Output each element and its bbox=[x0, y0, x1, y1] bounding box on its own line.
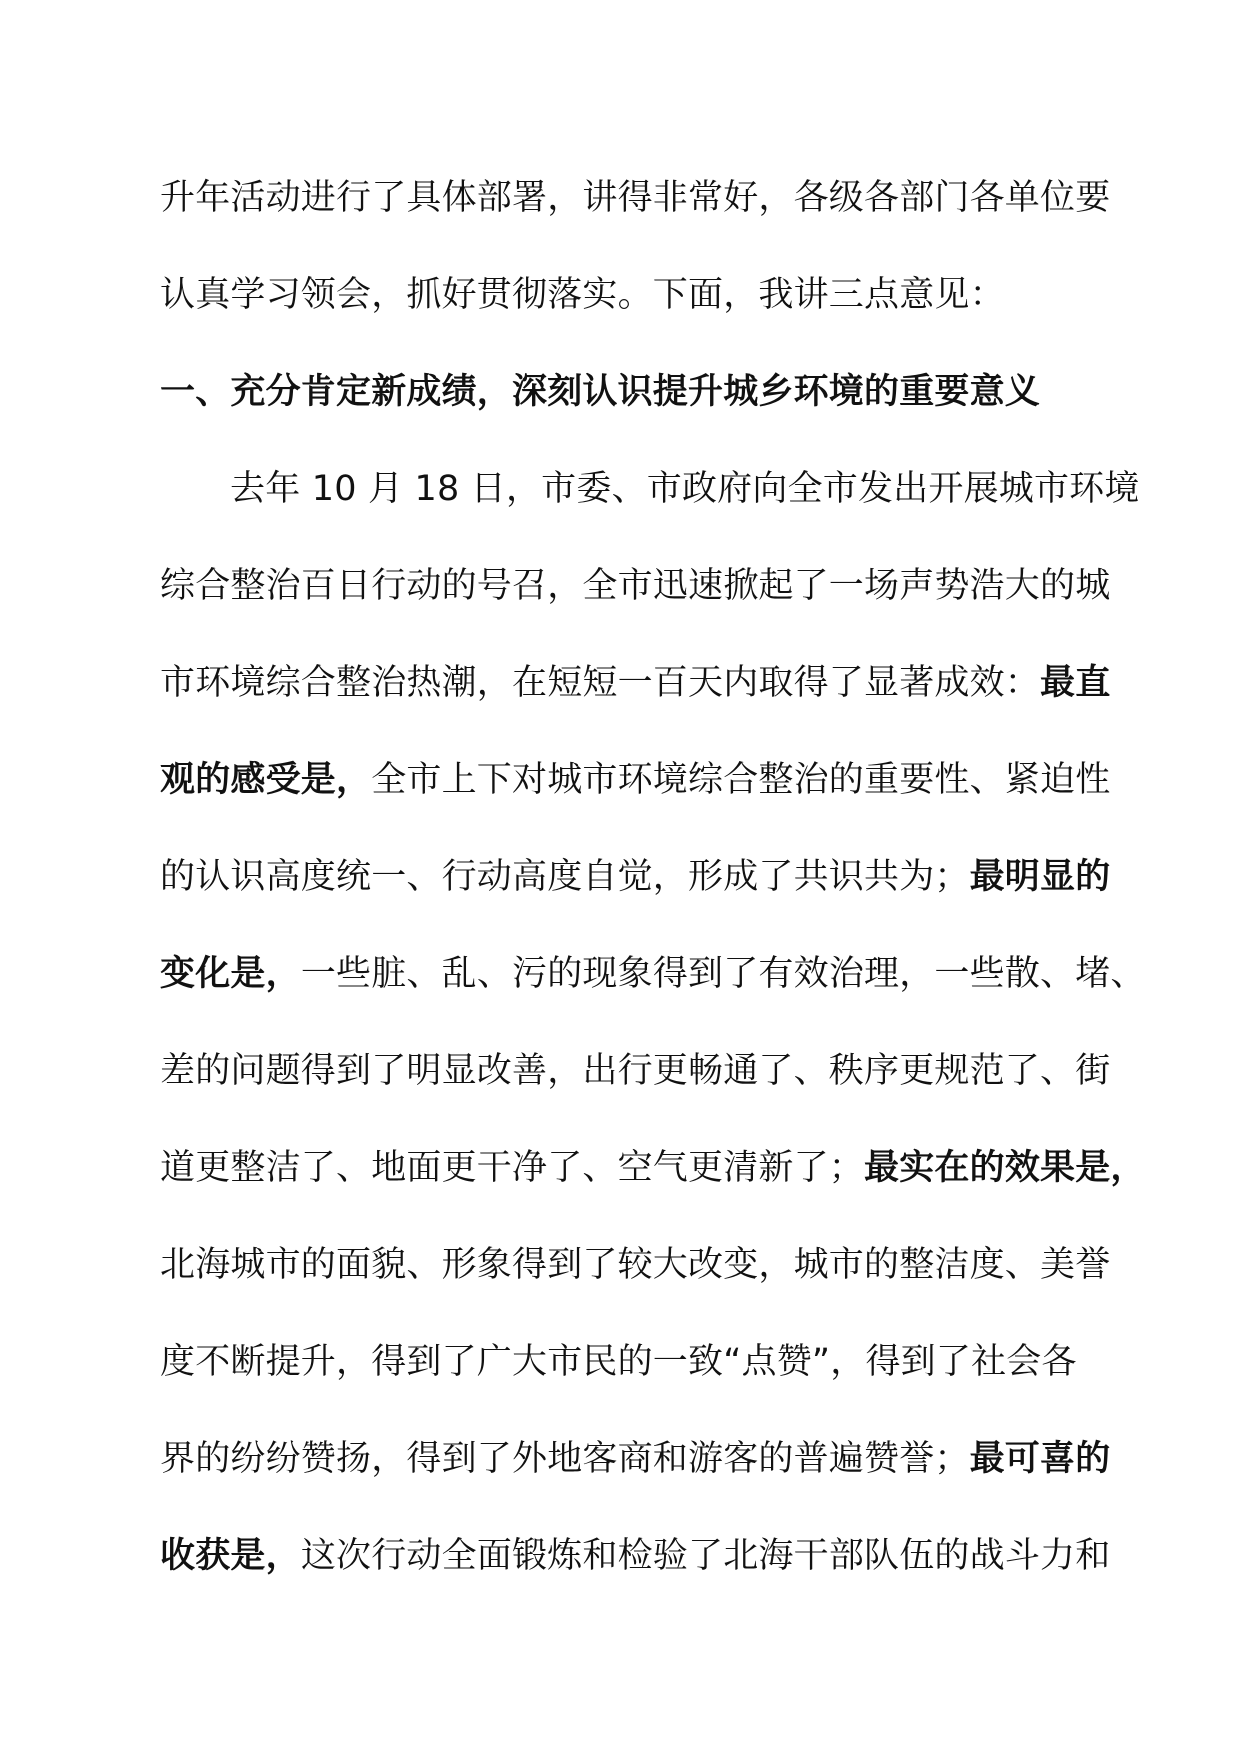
paragraph-line bbox=[160, 538, 1111, 635]
paragraph-line bbox=[160, 635, 1111, 732]
line-text: 一些脏、乱、污的现象得到了有效治理，一些散、堵、 bbox=[300, 954, 1146, 994]
bold-text: 收获是， bbox=[160, 1536, 301, 1576]
paragraph-line bbox=[160, 926, 1146, 1023]
paragraph-line bbox=[160, 1411, 1111, 1508]
section-heading bbox=[160, 344, 1100, 441]
bold-text: 最直 bbox=[1040, 663, 1111, 703]
paragraph-line bbox=[160, 441, 1140, 538]
bold-text: 观的感受是， bbox=[160, 760, 372, 800]
line-text: 认真学习领会，抓好贯彻落实。下面，我讲三点意见： bbox=[160, 275, 1005, 315]
bold-text: 最实在的效果是， bbox=[864, 1148, 1146, 1188]
bold-text: 最明显的 bbox=[969, 857, 1111, 897]
line-text: 综合整治百日行动的号召，全市迅速掀起了一场声势浩大的城 bbox=[160, 566, 1111, 606]
bold-text: 变化是， bbox=[160, 954, 301, 994]
paragraph-line bbox=[160, 1023, 1111, 1120]
paragraph-line bbox=[160, 150, 1111, 247]
document-body bbox=[160, 150, 1146, 1605]
line-text: 升年活动进行了具体部署，讲得非常好，各级各部门各单位要 bbox=[160, 178, 1111, 218]
line-text: 度不断提升，得到了广大市民的一致“点赞”，得到了社会各 bbox=[160, 1342, 1077, 1382]
line-text: 界的纷纷赞扬，得到了外地客商和游客的普遍赞誉； bbox=[160, 1439, 970, 1479]
bold-text: 一、充分肯定新成绩，深刻认识提升城乡环境的重要意义 bbox=[160, 372, 1041, 412]
paragraph-line bbox=[160, 1120, 1146, 1217]
line-text: 的认识高度统一、行动高度自觉，形成了共识共为； bbox=[160, 857, 970, 897]
line-text: 差的问题得到了明显改善，出行更畅通了、秩序更规范了、街 bbox=[160, 1051, 1111, 1091]
paragraph-line bbox=[160, 1508, 1111, 1605]
line-text: 道更整洁了、地面更干净了、空气更清新了； bbox=[160, 1148, 865, 1188]
bold-text: 最可喜的 bbox=[969, 1439, 1111, 1479]
line-text: 市环境综合整治热潮，在短短一百天内取得了显著成效： bbox=[160, 663, 1041, 703]
line-text: 这次行动全面锻炼和检验了北海干部队伍的战斗力和 bbox=[300, 1536, 1111, 1576]
line-text: 去年 10 月 18 日，市委、市政府向全市发出开展城市环境 bbox=[230, 469, 1140, 509]
paragraph-line bbox=[160, 829, 1111, 926]
paragraph-line bbox=[160, 1314, 1100, 1411]
line-text: 北海城市的面貌、形象得到了较大改变，城市的整洁度、美誉 bbox=[160, 1245, 1111, 1285]
paragraph-line bbox=[160, 732, 1111, 829]
paragraph-line bbox=[160, 247, 1100, 344]
paragraph-line bbox=[160, 1217, 1111, 1314]
line-text: 全市上下对城市环境综合整治的重要性、紧迫性 bbox=[371, 760, 1111, 800]
